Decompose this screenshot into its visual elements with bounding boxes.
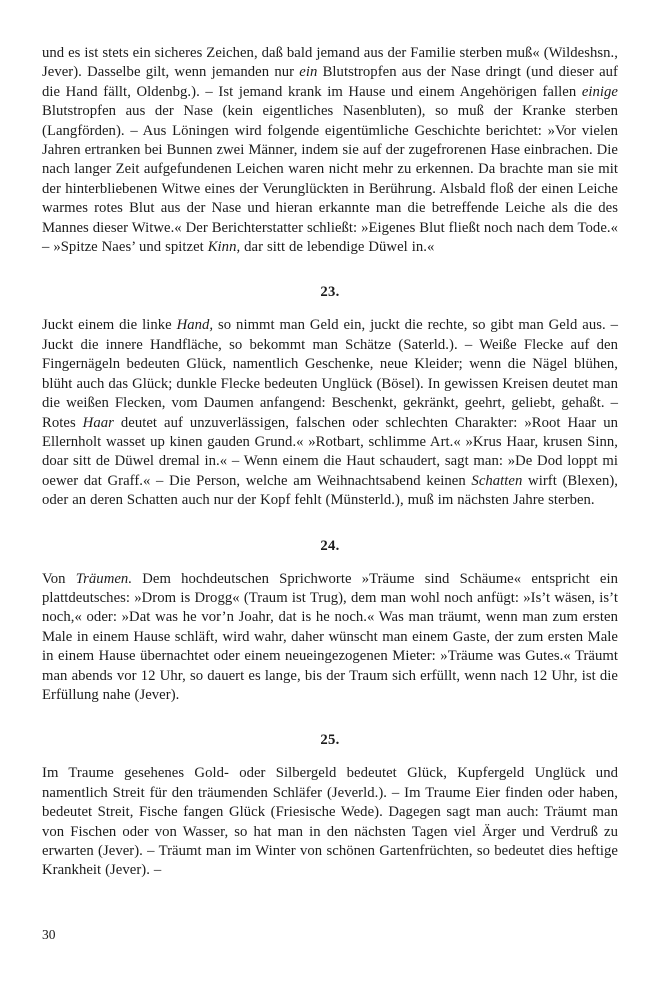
page-number: 30 (42, 927, 56, 942)
section-heading-24: 24. (320, 537, 340, 554)
italic-run: Schatten (471, 472, 523, 489)
italic-run: Kinn, (207, 239, 241, 256)
paragraph-section-25: Im Traume gesehenes Gold- oder Silbergeld bedeutet Glück, Kupfergeld Unglück und namentlich Streit für den träumenden Schläfer (Jeverld.). – Im Traume Eier finden oder haben, bedeutet Streit, Fische fangen Glück (Friesische Wede). Dagegen sagt man auch: Träumt man von Fischen oder von Wasser, so hat man in den nächsten Tagen viel Ärger und Verdruß zu erwarten (Jever). – Träumt man im Winter von schönen Gartenfrüchten, so bedeutet dies heftige Krankheit (Jever). – (42, 765, 618, 879)
section-heading-23: 23. (320, 284, 340, 301)
italic-run: Träumen. (75, 570, 133, 587)
italic-run: einige (581, 83, 618, 100)
italic-run: ein (299, 64, 318, 81)
section-heading-25: 25. (320, 732, 340, 749)
italic-run: Hand, (176, 317, 214, 334)
paragraph-continuation: und es ist stets ein sicheres Zeichen, daß bald jemand aus der Familie sterben muß« (Wildeshsn., Jever). Dasselbe gilt, wenn jemanden nur ein Blutstropfen aus der Nase dringt (und dieser auf die Hand fällt, Oldenbg.). – Ist jemand krank im Hause und einem Angehörigen fallen einige Blutstropfen aus der Nase (kein eigentliches Nasenbluten), so muß der Kranke sterben (Langförden). – Aus Löningen wird folgende eigentümliche Geschichte berichtet: »Vor vielen Jahren ertranken bei Bunnen zwei Männer, indem sie auf der zugefrorenen Hase einbrachen. Die nach langer Zeit aufgefundenen Leichen waren nicht mehr zu erkennen. Da brachte man sie mit der hinterbliebenen Witwe eines der Verunglückten in Berührung. Alsbald floß der einen Leiche warmes rotes Blut aus der Nase und hieran erkannte man die betreffende Leiche als die des Mannes dieser Witwe.« Der Berichterstatter schließt: »Eigenes Blut fließt noch nach dem Tode.« – »Spitze Naes’ und spitzet Kinn, dar sitt de lebendige Düwel in.« (42, 45, 618, 256)
paragraph-section-24: Von Träumen. Dem hochdeutschen Sprichworte »Träume sind Schäume« entspricht ein plattdeutsches: »Drom is Drogg« (Traum ist Trug), dem man wohl noch anfügt: »Is’t wäsen, is’t noch,« oder: »Dat was he vor’n Joahr, dat is he noch.« Was man träumt, wenn man zum ersten Male in einem Hause schläft, wird wahr, daher wünscht man einem Gaste, der zum ersten Male in einem Hause übernachtet oder einem neueingezogenen Mieter: »Träume was Gutes.« Träumt man abends vor 12 Uhr, so dauert es lange, bis der Traum sich erfüllt, wenn nach 12 Uhr, ist die Erfüllung nahe (Jever). (42, 570, 618, 703)
italic-run: Haar (82, 414, 114, 431)
paragraph-section-23: Juckt einem die linke Hand, so nimmt man Geld ein, juckt die rechte, so gibt man Geld aus. – Juckt die innere Handfläche, so bekommt man Schätze (Saterld.). – Weiße Flecke auf den Fingernägeln bedeuten Glück, namentlich Geschenke, neue Kleider; wenn die Nägel blühen, blüht auch das Glück; dunkle Flecke bedeuten Unglück (Bösel). In gewissen Kreisen deutet man die weißen Flecken, vom Daumen anfangend: Beschenkt, gekränkt, geehrt, geliebt, gehaßt. – Rotes Haar deutet auf unzuverlässigen, falschen oder schlechten Charakter: »Root Haar un Ellernholt wasset up kinen gauden Grund.« »Rotbart, schlimme Art.« »Krus Haar, krusen Sinn, doar sitt de Düwel dremal in.« – Wenn einem die Haut schaudert, sagt man: »De Dod loppt mi oewer dat Graff.« – Die Person, welche am Weihnachtsabend keinen Schatten wirft (Blexen), oder an deren Schatten auch nur der Kopf fehlt (Münsterld.), muß im nächsten Jahre sterben. (42, 317, 619, 509)
